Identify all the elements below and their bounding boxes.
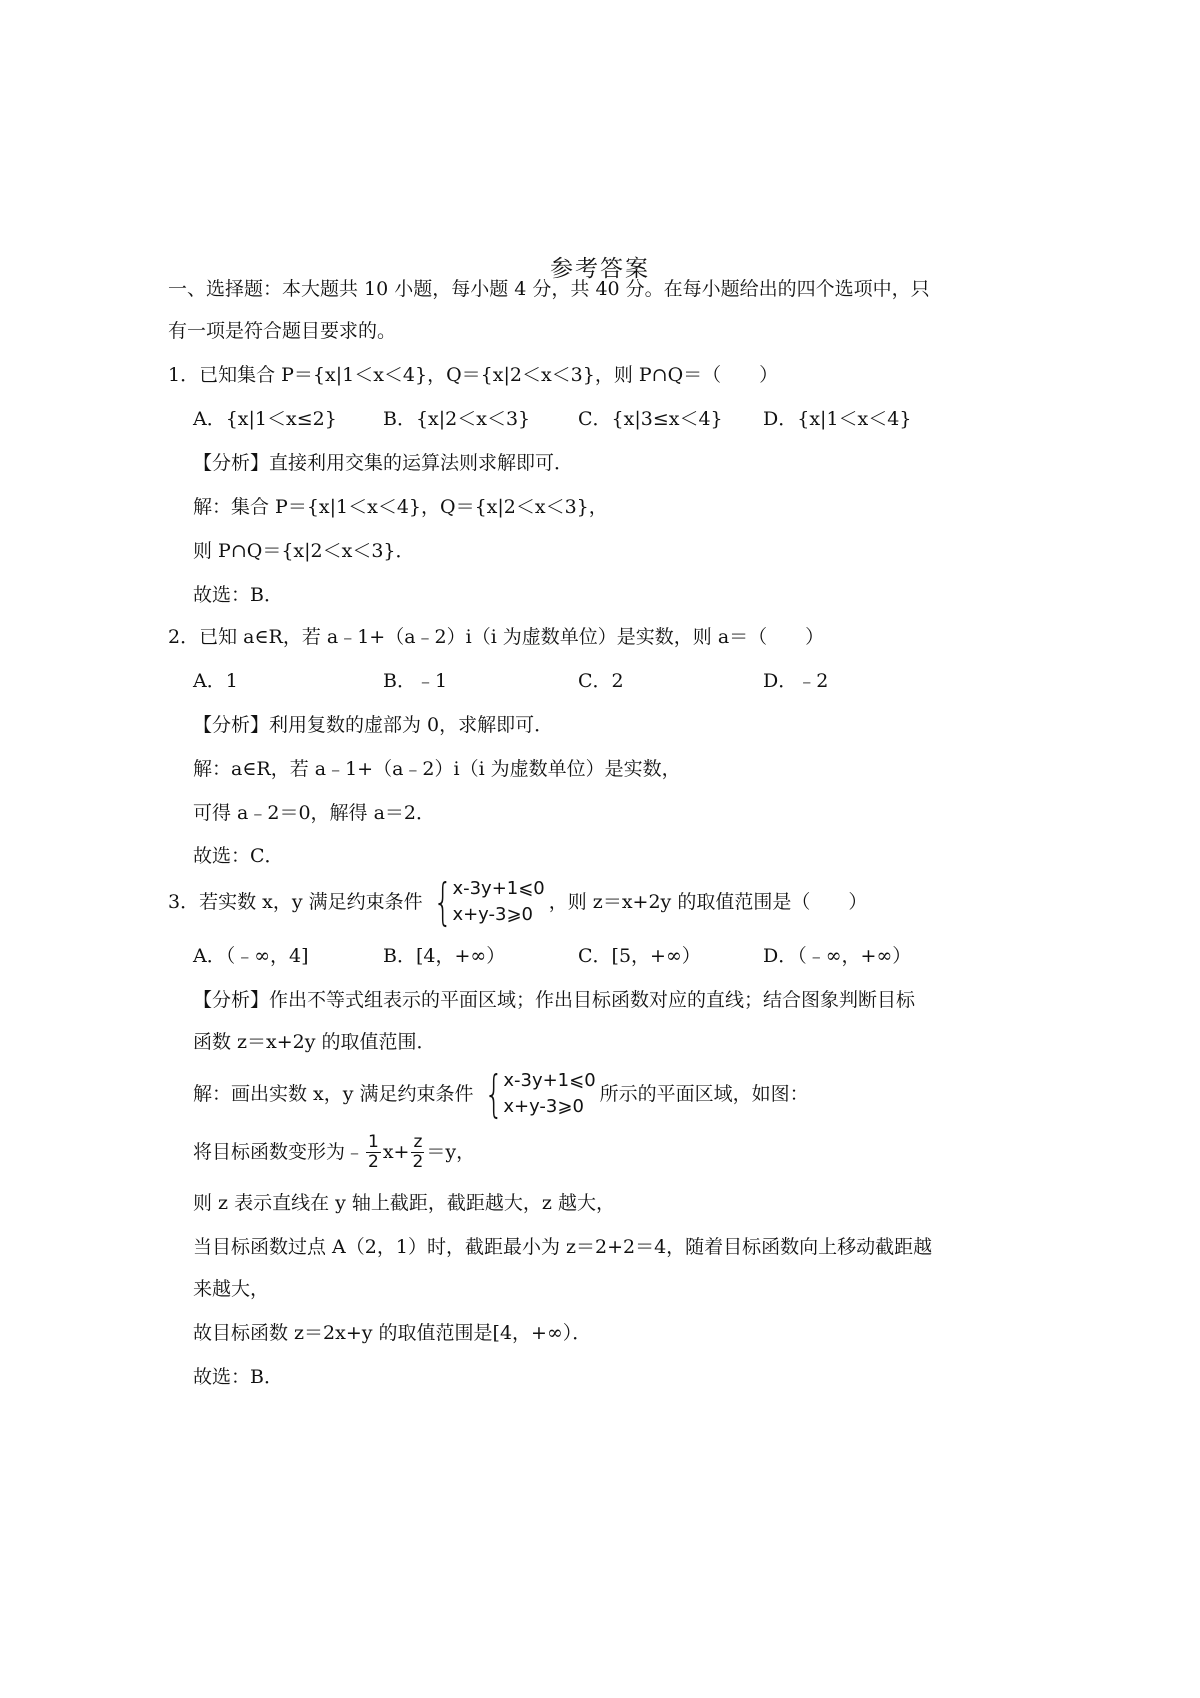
fraction-denominator: 2 bbox=[412, 1151, 424, 1172]
fraction-one-half bbox=[366, 1133, 381, 1172]
fraction-denominator: 2 bbox=[368, 1151, 379, 1172]
q3-option-a: A．（﹣∞，4] bbox=[193, 945, 309, 967]
brace-icon: { bbox=[432, 873, 453, 931]
brace-icon: { bbox=[483, 1065, 503, 1123]
q3-stem-prefix: 3．若实数 x，y 满足约束条件 bbox=[168, 891, 423, 913]
q3-stem-suffix: ，则 z＝x+2y 的取值范围是（ ） bbox=[548, 891, 868, 913]
q3-option-d: D．（﹣∞，+∞） bbox=[763, 945, 912, 967]
q3-solution-line3: 则 z 表示直线在 y 轴上截距，截距越大，z 越大， bbox=[193, 1192, 615, 1214]
fraction-numerator: z bbox=[413, 1131, 423, 1152]
q2-solution-line2: 可得 a﹣2＝0，解得 a＝2． bbox=[193, 802, 436, 824]
q3-solution-constraint-1: x-3y+1⩽0 bbox=[503, 1070, 596, 1091]
q1-stem: 1．已知集合 P＝{x|1＜x＜4}，Q＝{x|2＜x＜3}，则 P∩Q＝（ ） bbox=[168, 364, 779, 386]
q3-solution2-suffix: ＝y， bbox=[426, 1141, 476, 1163]
q3-stem bbox=[168, 872, 867, 932]
page-title: 参考答案 bbox=[550, 256, 650, 282]
q1-answer: 故选：B． bbox=[193, 584, 283, 606]
q3-solution-constraint-2: x+y-3⩾0 bbox=[503, 1096, 584, 1117]
q2-answer: 故选：C． bbox=[193, 845, 284, 867]
q1-option-d: D．{x|1＜x＜4} bbox=[763, 408, 912, 430]
q3-solution-line1 bbox=[193, 1064, 809, 1124]
q2-option-d: D．﹣2 bbox=[763, 670, 829, 692]
q1-analysis: 【分析】直接利用交集的运算法则求解即可． bbox=[193, 452, 574, 474]
q3-solution1-suffix: 所示的平面区域，如图： bbox=[599, 1083, 809, 1105]
q3-solution2-mid: x+ bbox=[382, 1141, 410, 1163]
q3-solution-line4a: 当目标函数过点 A（2，1）时，截距最小为 z＝2+2＝4，随着目标函数向上移动截距越 bbox=[193, 1236, 933, 1258]
fraction-z-half bbox=[411, 1133, 424, 1172]
q1-option-b: B．{x|2＜x＜3} bbox=[383, 408, 531, 430]
q3-solution1-prefix: 解：画出实数 x，y 满足约束条件 bbox=[193, 1083, 474, 1105]
q3-analysis-line1: 【分析】作出不等式组表示的平面区域；作出目标函数对应的直线；结合图象判断目标 bbox=[193, 989, 916, 1011]
q3-constraint-1: x-3y+1⩽0 bbox=[452, 878, 545, 899]
q3-solution-line2 bbox=[193, 1128, 475, 1176]
section-heading-line1: 一、选择题：本大题共 10 小题，每小题 4 分，共 40 分。在每小题给出的四个选项中，只 bbox=[168, 278, 930, 300]
q3-solution-line5: 故目标函数 z＝2x+y 的取值范围是[4，+∞）． bbox=[193, 1322, 592, 1344]
q2-option-c: C．2 bbox=[578, 670, 624, 692]
q1-option-c: C．{x|3≤x＜4} bbox=[578, 408, 723, 430]
q3-answer: 故选：B． bbox=[193, 1366, 283, 1388]
q2-option-a: A．1 bbox=[193, 670, 238, 692]
q3-option-c: C．[5，+∞） bbox=[578, 945, 701, 967]
q1-solution-line2: 则 P∩Q＝{x|2＜x＜3}． bbox=[193, 540, 415, 562]
q1-option-a: A．{x|1＜x≤2} bbox=[193, 408, 337, 430]
q3-option-b: B．[4，+∞） bbox=[383, 945, 506, 967]
q2-analysis: 【分析】利用复数的虚部为 0，求解即可． bbox=[193, 714, 554, 736]
fraction-numerator: 1 bbox=[368, 1131, 379, 1152]
q1-solution-line1: 解：集合 P＝{x|1＜x＜4}，Q＝{x|2＜x＜3}， bbox=[193, 496, 608, 518]
q3-solution2-prefix: 将目标函数变形为﹣ bbox=[193, 1141, 365, 1163]
q3-analysis-line2: 函数 z＝x+2y 的取值范围． bbox=[193, 1031, 436, 1053]
q2-solution-line1: 解：a∈R，若 a﹣1+（a﹣2）i（i 为虚数单位）是实数， bbox=[193, 758, 681, 780]
q3-solution-constraint-system bbox=[478, 1065, 596, 1123]
q3-constraint-2: x+y-3⩾0 bbox=[452, 904, 533, 925]
q3-constraint-system bbox=[427, 873, 545, 931]
section-heading-line2: 有一项是符合题目要求的。 bbox=[168, 320, 397, 342]
q2-stem: 2．已知 a∈R，若 a﹣1+（a﹣2）i（i 为虚数单位）是实数，则 a＝（ ） bbox=[168, 626, 825, 648]
q3-solution-line4b: 来越大， bbox=[193, 1278, 270, 1300]
q2-option-b: B．﹣1 bbox=[383, 670, 448, 692]
